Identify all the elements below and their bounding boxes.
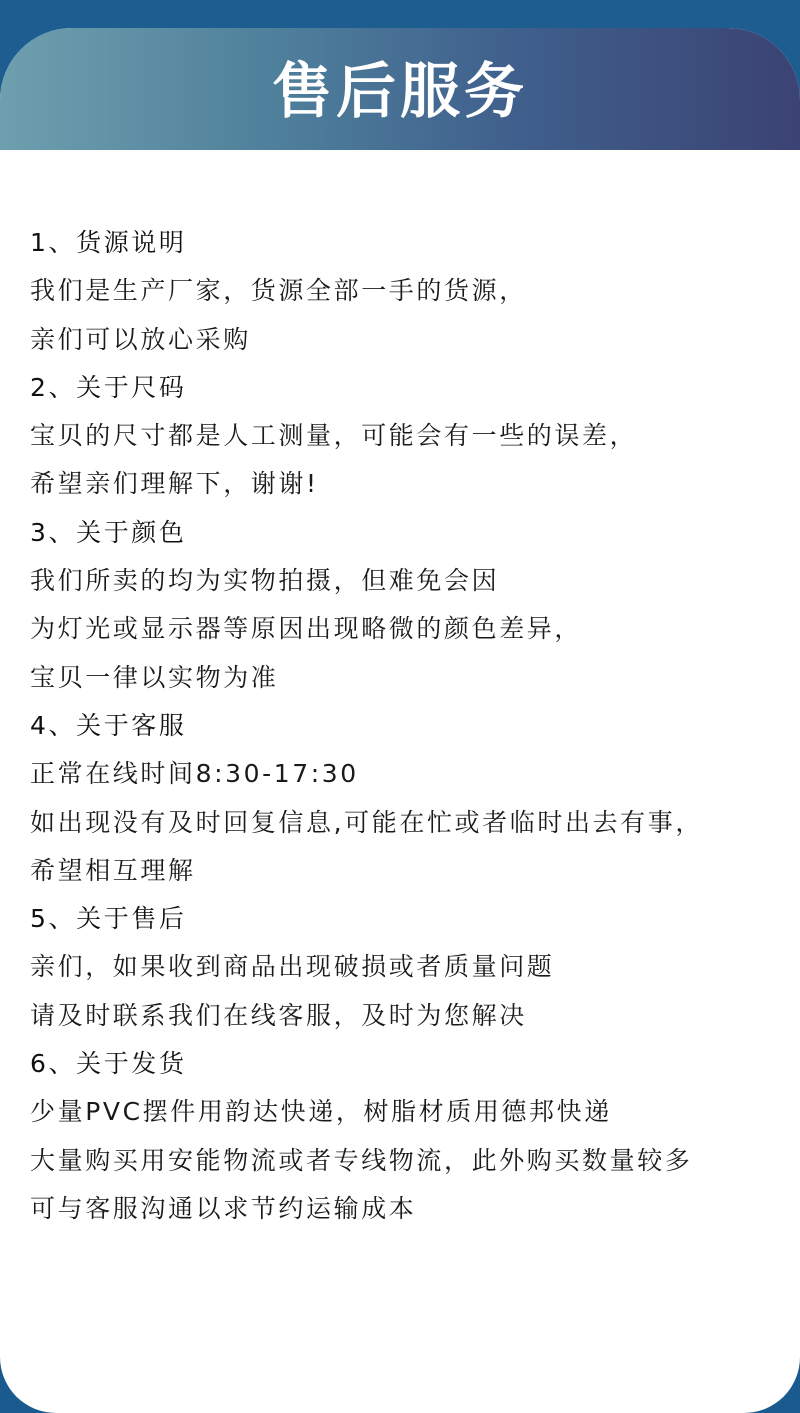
text-line: 正常在线时间8:30-17:30 — [30, 759, 359, 789]
text-line: 宝贝一律以实物为准 — [30, 662, 279, 692]
text-line: 希望亲们理解下，谢谢! — [30, 469, 319, 499]
text-line: 宝贝的尺寸都是人工测量，可能会有一些的误差， — [30, 421, 638, 451]
section-heading-after-sales: 5、关于售后 — [30, 904, 187, 934]
text-line: 我们是生产厂家，货源全部一手的货源， — [30, 276, 527, 306]
text-line: 大量购买用安能物流或者专线物流，此外购买数量较多 — [30, 1145, 693, 1175]
text-line: 我们所卖的均为实物拍摄，但难免会因 — [30, 566, 500, 596]
page-title: 售后服务 — [272, 57, 528, 127]
text-line: 亲们可以放心采购 — [30, 324, 251, 354]
text-line: 希望相互理解 — [30, 855, 196, 885]
text-line: 如出现没有及时回复信息,可能在忙或者临时出去有事， — [30, 807, 703, 837]
text-line: 请及时联系我们在线客服，及时为您解决 — [30, 1000, 527, 1030]
section-heading-source: 1、货源说明 — [30, 228, 187, 257]
text-line: 为灯光或显示器等原因出现略微的颜色差异， — [30, 614, 583, 644]
text-line: 少量PVC摆件用韵达快递，树脂材质用德邦快递 — [30, 1097, 612, 1127]
section-heading-color: 3、关于颜色 — [30, 517, 187, 547]
header-banner — [0, 28, 800, 150]
service-card — [0, 28, 800, 1413]
section-heading-size: 2、关于尺码 — [30, 372, 187, 402]
section-heading-customer-service: 4、关于客服 — [30, 710, 187, 740]
service-content — [30, 226, 790, 1240]
text-line: 可与客服沟通以求节约运输成本 — [30, 1193, 417, 1223]
text-line: 亲们，如果收到商品出现破损或者质量问题 — [30, 952, 555, 982]
section-heading-shipping: 6、关于发货 — [30, 1049, 187, 1079]
